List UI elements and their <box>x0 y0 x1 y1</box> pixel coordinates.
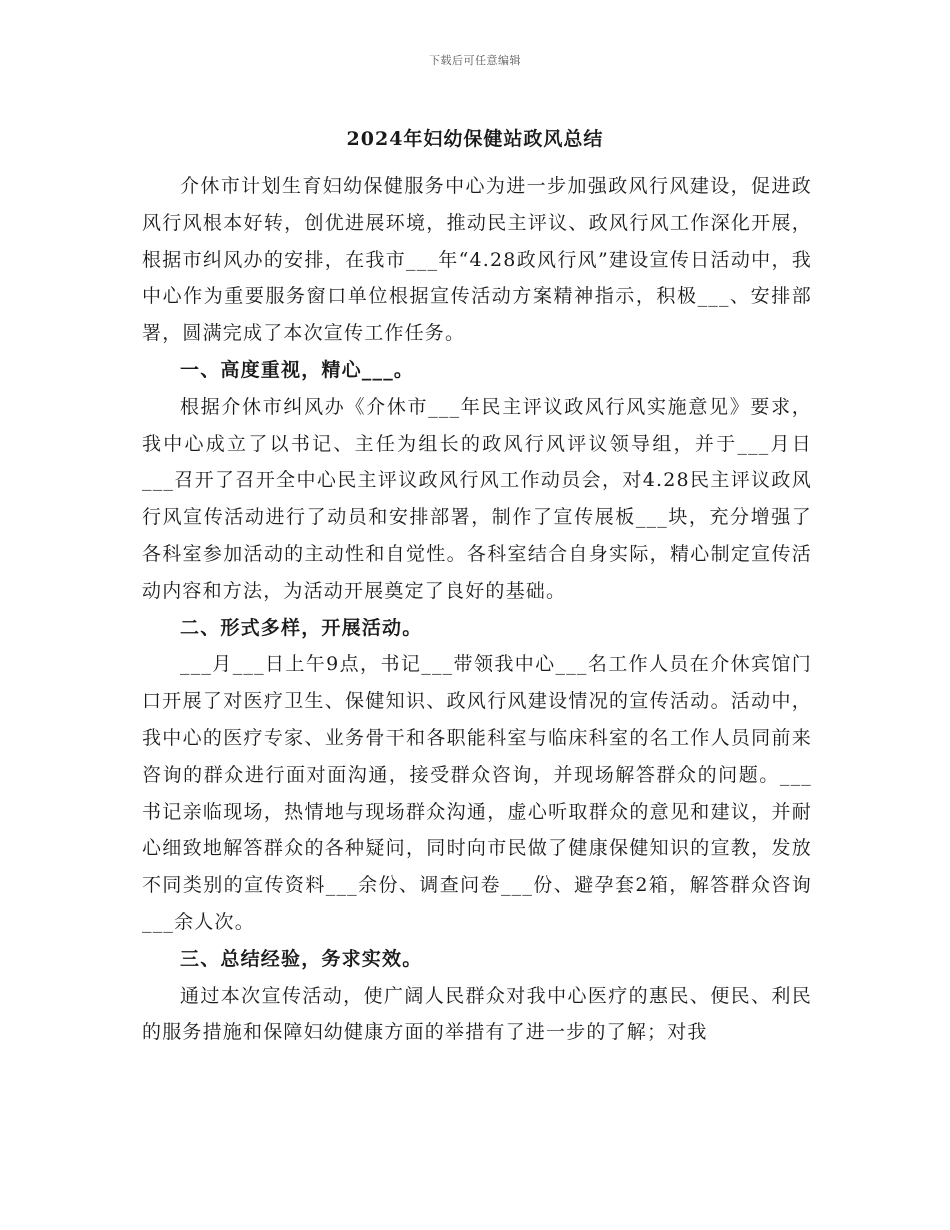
section-heading-1: 一、高度重视，精心___。 <box>180 358 415 381</box>
section-heading-2: 二、形式多样，开展活动。 <box>180 616 423 639</box>
section-3-paragraph: 通过本次宣传活动，使广阔人民群众对我中心医疗的惠民、便民、利民的服务措施和保障妇幼健康方面的举措有了进一步的了解；对我 <box>142 984 812 1044</box>
section-1-paragraph: 根据介休市纠风办《介休市___年民主评议政风行风实施意见》要求，我中心成立了以书记、主任为组长的政风行风评议领导组，并于___月日___召开了召开全中心民主评议政风行风工作动员会，对4.28民主评议政风行风宣传活动进行了动员和安排部署，制作了宣传展板___块，充分增强了各科室参加活动的主动性和自觉性。各科室结合自身实际，精心制定宣传活动内容和方法，为活动开展奠定了良好的基础。 <box>142 395 812 602</box>
intro-paragraph: 介休市计划生育妇幼保健服务中心为进一步加强政风行风建设，促进政风行风根本好转，创优进展环境，推动民主评议、政风行风工作深化开展，根据市纠风办的安排，在我市___年“4.28政风行风”建设宣传日活动中，我中心作为重要服务窗口单位根据宣传活动方案精神指示，积极___、安排部署，圆满完成了本次宣传工作任务。 <box>142 175 812 345</box>
document-body <box>142 168 812 1051</box>
section-heading-3: 三、总结经验，务求实效。 <box>180 947 423 970</box>
document-title: 2024年妇幼保健站政风总结 <box>346 128 604 150</box>
header-note: 下载后可任意编辑 <box>429 54 521 67</box>
section-2-paragraph: ___月___日上午9点，书记___带领我中心___名工作人员在介休宾馆门口开展了对医疗卫生、保健知识、政风行风建设情况的宣传活动。活动中，我中心的医疗专家、业务骨干和各职能科室与临床科室的名工作人员同前来咨询的群众进行面对面沟通，接受群众咨询，并现场解答群众的问题。___书记亲临现场，热情地与现场群众沟通，虚心听取群众的意见和建议，并耐心细致地解答群众的各种疑问，同时向市民做了健康保健知识的宣教，发放不同类别的宣传资料___余份、调查问卷___份、避孕套2箱，解答群众咨询___余人次。 <box>142 653 812 933</box>
